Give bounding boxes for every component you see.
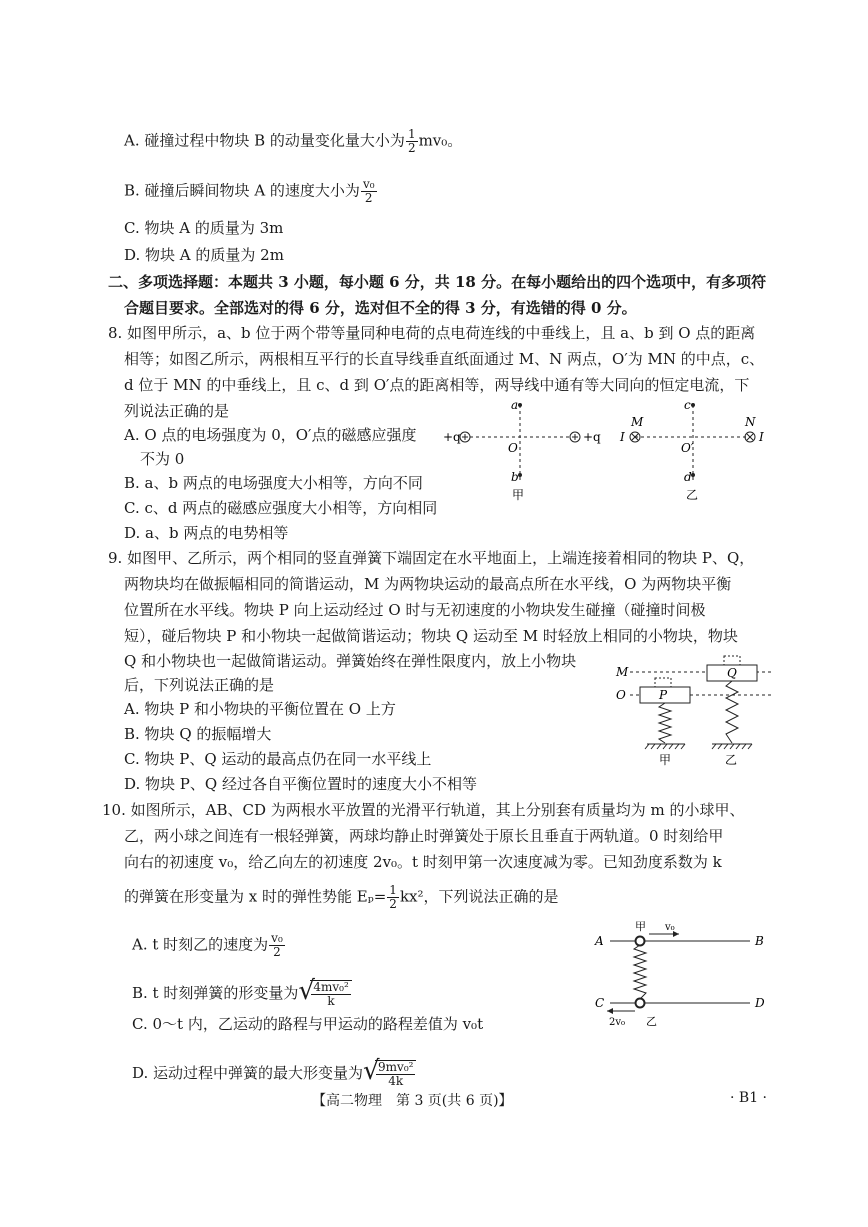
q10-stem-4-post: kx²，下列说法正确的是: [399, 887, 559, 906]
q10-d-den: 4k: [388, 1074, 404, 1088]
q8-label-d: d: [684, 470, 692, 484]
q10-energy-fraction: [387, 884, 399, 911]
q7-option-a: [124, 128, 462, 155]
q8-option-a-1: A. O 点的电场强度为 0，O′点的磁感应强度: [124, 426, 417, 444]
q7-a-num: 1: [407, 127, 416, 141]
q7-option-c: C. 物块 A 的质量为 3m: [124, 219, 284, 237]
q9-ground-hatch-yi: [712, 744, 752, 749]
q9-label-o: O: [616, 688, 626, 702]
q10-label-jia: 甲: [635, 920, 646, 933]
q10-spring: [634, 945, 646, 999]
q8-label-o: O: [508, 441, 518, 455]
q8-left-charge-icon: [460, 432, 470, 442]
q7-a-den: 2: [407, 141, 416, 155]
q9-label-yi: 乙: [725, 753, 738, 767]
q9-stem-3: 位置所在水平线。物块 P 向上运动经过 O 时与无初速度的小物块发生碰撞（碰撞时间极: [124, 601, 706, 619]
q10-d-text: D. 运动过程中弹簧的最大形变量为: [132, 1064, 364, 1082]
q8-stem-1: 8. 如图甲所示，a、b 位于两个带等量同种电荷的点电荷连线的中垂线上，且 a、b 到 O 点的距离: [108, 324, 756, 342]
q8-label-i-left: I: [620, 430, 625, 444]
section2-heading-line2: 合题目要求。全部选对的得 6 分，选对但不全的得 3 分，有选错的得 0 分。: [124, 299, 637, 317]
q9-label-jia: 甲: [659, 753, 672, 767]
q7-a-post: mv₀。: [418, 131, 463, 150]
q10-a-num: v₀: [271, 931, 283, 945]
q10-option-b: [132, 976, 352, 1008]
q8-label-jia: 甲: [512, 488, 525, 502]
q7-option-b: [124, 178, 378, 205]
q9-spring-yi: [726, 681, 738, 743]
q8-option-d: D. a、b 两点的电势相等: [124, 524, 289, 542]
q9-stem-5: Q 和小物块也一起做简谐运动。弹簧始终在弹性限度内，放上小物块: [124, 652, 577, 670]
q8-label-q-right: +q: [583, 430, 601, 444]
footer-page-label: 【高二物理 第 3 页(共 6 页)】: [312, 1093, 513, 1109]
q10-option-c: C. 0～t 内，乙运动的路程与甲运动的路程差值为 v₀t: [132, 1015, 484, 1033]
q7-b-text: B. 碰撞后瞬间物块 A 的速度大小为: [124, 181, 360, 200]
q8-label-c: c: [684, 398, 691, 412]
q8-point-c: [691, 403, 695, 407]
q8-stem-4: 列说法正确的是: [124, 402, 230, 420]
q8-label-m: M: [631, 415, 644, 429]
q9-label-q: Q: [727, 666, 737, 680]
q10-stem-4-pre: 的弹簧在形变量为 x 时的弹性势能 Eₚ=: [124, 887, 387, 906]
q8-option-b: B. a、b 两点的电场强度大小相等，方向不同: [124, 474, 423, 492]
q10-option-d: [132, 1056, 416, 1088]
q10-label-b: B: [755, 934, 764, 948]
q9-label-p: P: [659, 688, 668, 702]
q10-label-c: C: [595, 996, 605, 1010]
q10-b-num: 4mv₀²: [313, 980, 349, 994]
q9-option-c: C. 物块 P、Q 运动的最高点仍在同一水平线上: [124, 750, 432, 768]
q9-stem-1: 9. 如图甲、乙所示，两个相同的竖直弹簧下端固定在水平地面上，上端连接着相同的物块 P、Q，: [108, 549, 755, 567]
q10-stem-4: [124, 884, 559, 911]
q10-label-2v0: 2v₀: [609, 1017, 626, 1028]
q8-label-yi: 乙: [686, 488, 699, 502]
q9-label-m: M: [616, 665, 629, 679]
q10-ball-jia: [636, 937, 645, 946]
q10-energy-den: 2: [389, 897, 397, 911]
q10-stem-1: 10. 如图所示，AB、CD 为两根水平放置的光滑平行轨道，其上分别套有质量均为 m 的小球甲、: [102, 801, 745, 819]
q9-small-block-p: [655, 678, 671, 687]
q8-label-n: N: [745, 415, 756, 429]
q9-option-d: D. 物块 P、Q 经过各自平衡位置时的速度大小不相等: [124, 775, 477, 793]
q9-option-b: B. 物块 Q 的振幅增大: [124, 725, 272, 743]
q8-label-i-right: I: [759, 430, 764, 444]
q10-b-den: k: [327, 994, 335, 1008]
q10-label-a: A: [595, 934, 604, 948]
q7-b-fraction: [361, 178, 377, 205]
q9-stem-4: 短），碰后物块 P 和小物块一起做简谐运动；物块 Q 运动至 M 时轻放上相同的小物块，物块: [124, 627, 738, 645]
q10-a-den: 2: [273, 945, 281, 959]
q7-b-den: 2: [364, 191, 373, 205]
q9-option-a: A. 物块 P 和小物块的平衡位置在 O 上方: [124, 700, 396, 718]
section2-heading-line1: 二、多项选择题：本题共 3 小题，每小题 6 分，共 18 分。在每小题给出的四个选项中，有多项符: [108, 273, 767, 291]
q9-ground-hatch-jia: [645, 744, 685, 749]
footer-code: · B1 ·: [730, 1090, 767, 1106]
q7-a-fraction: [406, 128, 418, 155]
q10-ball-yi: [636, 999, 645, 1008]
q10-stem-3: 向右的初速度 v₀，给乙向左的初速度 2v₀。t 时刻甲第一次速度减为零。已知劲度系数为 k: [124, 853, 722, 871]
q8-stem-3: d 位于 MN 的中垂线上，且 c、d 到 O′点的距离相等，两导线中通有等大同向的恒定电流，下: [124, 376, 750, 394]
q10-label-yi: 乙: [646, 1015, 657, 1028]
q7-option-d: D. 物块 A 的质量为 2m: [124, 246, 284, 264]
q10-label-v0: v₀: [665, 922, 675, 933]
q10-energy-num: 1: [389, 883, 397, 897]
q10-option-a: [132, 932, 286, 959]
q10-a-text: A. t 时刻乙的速度为: [132, 935, 269, 954]
q10-stem-2: 乙，两小球之间连有一根轻弹簧，两球均静止时弹簧处于原长且垂直于两轨道。0 时刻给甲: [124, 827, 724, 845]
q10-a-fraction: [269, 932, 285, 959]
q9-stem-6: 后，下列说法正确的是: [124, 676, 275, 694]
q8-figure: [445, 395, 775, 505]
q10-label-d: D: [755, 996, 765, 1010]
q9-figure: [612, 650, 782, 770]
q10-b-sqrt: √ $\frac{\text{4mv₀²}}{k}$: [298, 980, 351, 1008]
q8-stem-2: 相等；如图乙所示，两根相互平行的长直导线垂直纸面通过 M、N 两点，O′为 MN 的中点，c、: [124, 350, 765, 368]
q8-option-c: C. c、d 两点的磁感应强度大小相等，方向相同: [124, 499, 438, 517]
q9-stem-2: 两物块均在做振幅相同的简谐运动，M 为两物块运动的最高点所在水平线，O 为两物块平衡: [124, 575, 732, 593]
q10-arrow-2v0-head: [607, 1008, 613, 1014]
q7-a-text: A. 碰撞过程中物块 B 的动量变化量大小为: [124, 131, 405, 150]
q10-b-text: B. t 时刻弹簧的形变量为: [132, 984, 299, 1002]
q10-figure: [585, 915, 775, 1035]
q8-label-q-left: +q: [443, 430, 461, 444]
q9-small-block-q: [724, 656, 740, 665]
q8-label-b: b: [511, 470, 519, 484]
q8-label-o-prime: O′: [681, 441, 694, 455]
q10-d-sqrt: √ $\frac{\text{9mv₀²}}{4k}$: [363, 1060, 416, 1088]
q8-wire-m-icon: [630, 432, 640, 442]
q8-label-a: a: [511, 398, 519, 412]
q8-point-a: [518, 403, 522, 407]
q8-wire-n-icon: [745, 432, 755, 442]
q10-d-num: 9mv₀²: [378, 1060, 414, 1074]
q7-b-num: v₀: [362, 177, 375, 191]
q8-right-charge-icon: [570, 432, 580, 442]
q8-option-a-2: 不为 0: [140, 450, 185, 468]
q9-spring-jia: [659, 703, 671, 743]
